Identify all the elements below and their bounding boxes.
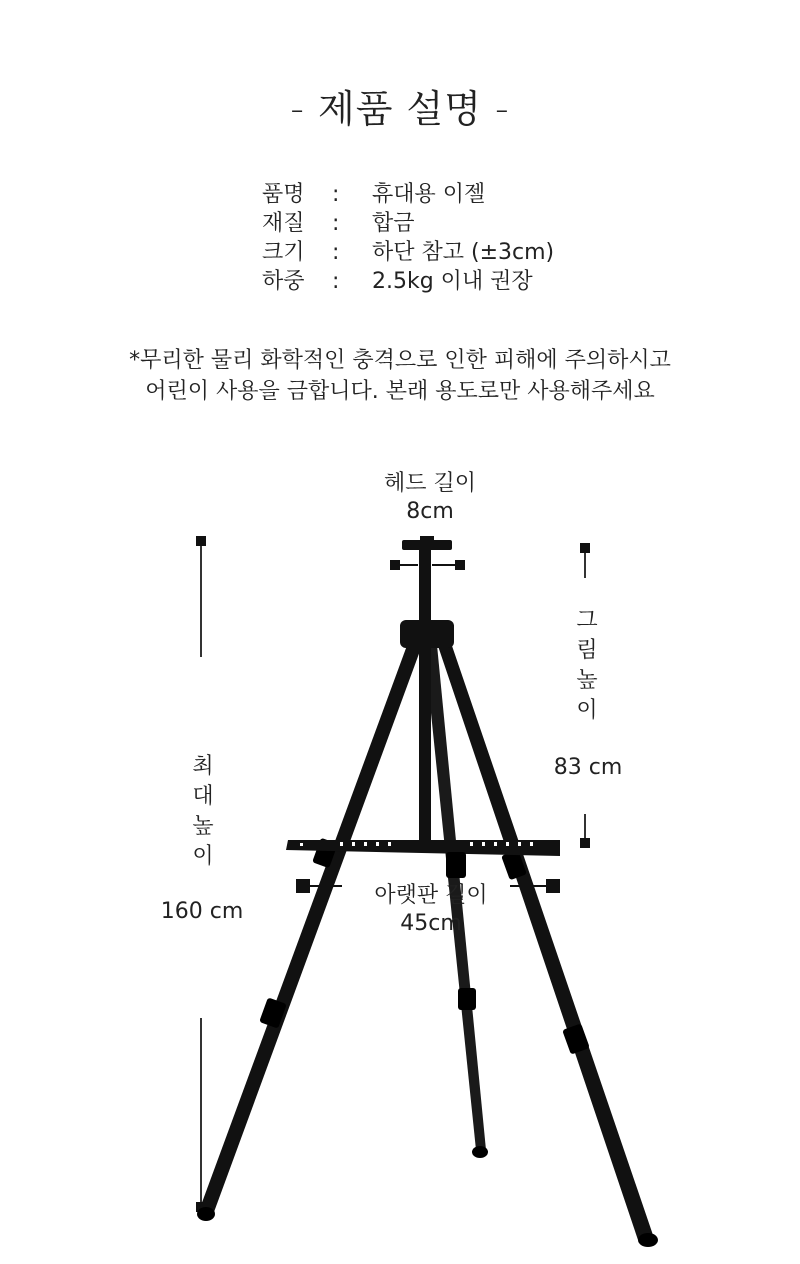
measure-marker xyxy=(580,543,590,553)
max-height-label xyxy=(188,752,218,872)
leg-hub xyxy=(400,620,454,648)
head-length-caption: 헤드 길이 xyxy=(383,471,476,496)
tray-length-label xyxy=(356,882,506,938)
head-length-label xyxy=(360,470,500,526)
drawing-height-char: 림 xyxy=(576,638,598,663)
spec-value: 휴대용 이젤 xyxy=(372,182,486,207)
spec-value: 합금 xyxy=(372,211,415,236)
tray-length-caption: 아랫판 길이 xyxy=(374,883,488,908)
leg-foot xyxy=(197,1207,215,1221)
max-height-value: 160 cm xyxy=(160,899,244,924)
page-title: - 제품 설명 - xyxy=(290,87,510,131)
spec-colon: : xyxy=(332,211,340,236)
spec-label: 크기 xyxy=(262,240,305,265)
leg-foot xyxy=(472,1146,488,1158)
spec-label: 하중 xyxy=(262,269,305,294)
spec-label: 재질 xyxy=(262,211,305,236)
spec-colon: : xyxy=(332,240,340,265)
drawing-height-value: 83 cm xyxy=(553,755,623,780)
drawing-height-char: 높 xyxy=(576,668,598,693)
spec-label: 품명 xyxy=(262,182,305,207)
head-knob xyxy=(420,536,434,548)
measure-marker xyxy=(196,536,206,546)
measure-marker xyxy=(296,879,310,893)
max-height-char: 대 xyxy=(192,784,214,809)
spec-colon: : xyxy=(332,269,340,294)
leg-foot xyxy=(638,1233,658,1247)
measure-marker xyxy=(580,838,590,848)
tray-length-value: 45cm xyxy=(400,911,462,936)
spec-colon: : xyxy=(332,182,340,207)
tray-clamp xyxy=(446,852,466,878)
head-length-value: 8cm xyxy=(406,499,454,524)
measure-marker xyxy=(390,560,400,570)
measure-marker xyxy=(455,560,465,570)
caution-line: *무리한 물리 화학적인 충격으로 인한 피해에 주의하시고 xyxy=(129,348,671,373)
spec-value: 하단 참고 (±3cm) xyxy=(372,240,555,265)
drawing-height-char: 그 xyxy=(576,608,598,633)
drawing-height-char: 이 xyxy=(576,698,598,723)
caution-line: 어린이 사용을 금합니다. 본래 용도로만 사용해주세요 xyxy=(145,379,655,404)
max-height-char: 이 xyxy=(192,844,214,869)
spec-value: 2.5kg 이내 권장 xyxy=(372,269,533,294)
drawing-height-label xyxy=(572,606,602,726)
max-height-char: 높 xyxy=(192,814,214,839)
leg-clamp xyxy=(458,988,476,1010)
center-mast xyxy=(419,548,431,848)
right-leg xyxy=(436,640,654,1240)
measure-marker xyxy=(546,879,560,893)
max-height-char: 최 xyxy=(192,754,214,779)
max-height-measure xyxy=(196,536,206,1212)
